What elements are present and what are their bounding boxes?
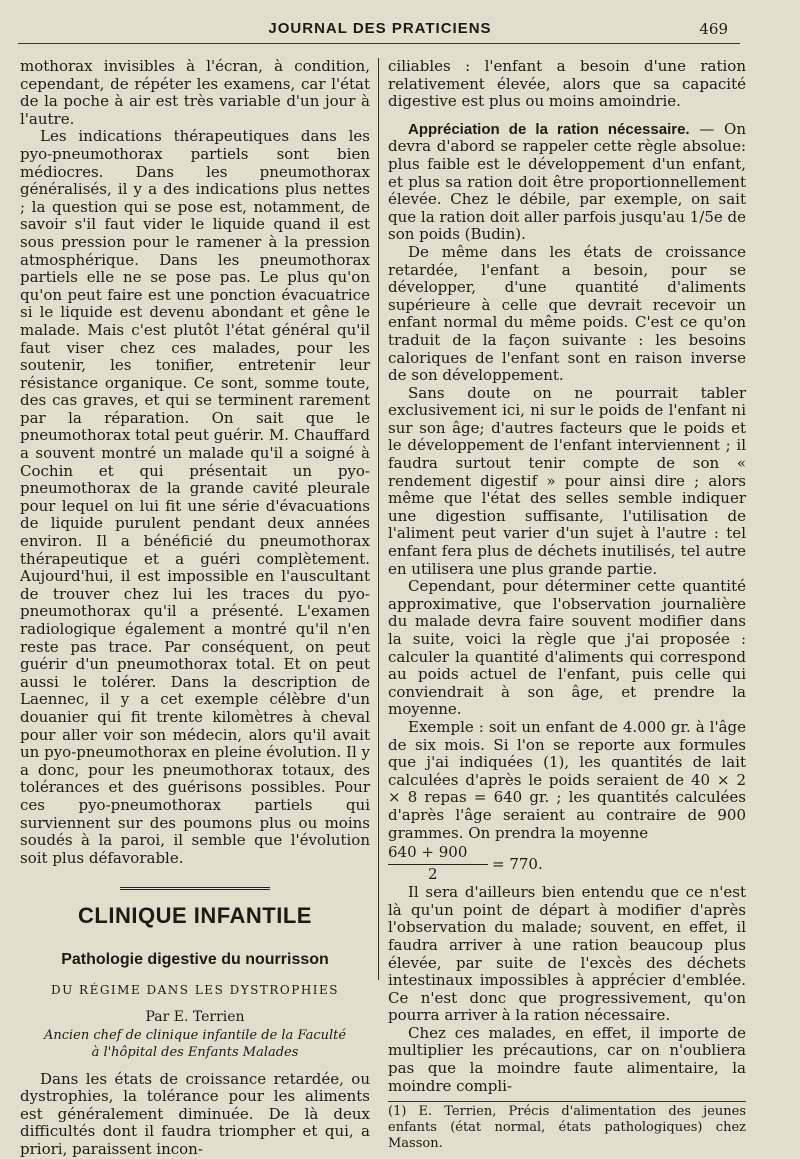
- formula-denominator: 2: [428, 865, 438, 884]
- formula-result: = 770.: [492, 855, 543, 874]
- paragraph: Chez ces malades, en effet, il importe de multiplier les précautions, car on n'oubliera pas que la moindre faute alimentaire, la moindre compli-: [388, 1023, 746, 1095]
- journal-title: JOURNAL DES PRATICIENS: [268, 20, 492, 37]
- column-divider: [378, 58, 379, 980]
- right-column: [388, 58, 746, 1152]
- author-affiliation: Ancien chef de clinique infantile de la Faculté: [43, 1027, 347, 1043]
- formula: [388, 844, 746, 884]
- paragraph: Cependant, pour déterminer cette quantité approximative, que l'observation journalière du malade devra faire souvent modifier dans la suite, voici la règle que j'ai proposée : calculer la quantité d'aliments qui correspond au poids actuel de l'enfant, puis celle qui conviendrait à son âge, et prendre la moyenne.: [388, 577, 746, 719]
- left-column: [20, 58, 370, 1159]
- article-intro: Dans les états de croissance retardée, ou dystrophies, la tolérance pour les aliments est généralement diminuée. De là deux difficultés dont il faudra triompher et qui, a priori, paraissent incon-: [20, 1069, 370, 1159]
- article-title: Pathologie digestive du nourrisson: [61, 950, 329, 968]
- section-divider: [120, 887, 270, 893]
- header-rule: [18, 43, 740, 44]
- page-number: 469: [699, 20, 728, 38]
- paragraph: [388, 121, 746, 244]
- paragraph: Exemple : soit un enfant de 4.000 gr. à l'âge de six mois. Si l'on se reporte aux formules que j'ai indiquées (1), les quantités de lait calculées d'après le poids seraient de 40 × 2 × 8 repas = 640 gr. ; les quantités calculées d'après l'âge seraient au contraire de 900 grammes. On prendra la moyenne: [388, 717, 746, 842]
- formula-numerator: 640 + 900: [388, 843, 468, 862]
- page-header: [0, 0, 800, 52]
- paragraph: mothorax invisibles à l'écran, à condition, cependant, de répéter les examens, car l'état de la poche à air est très variable d'un jour à l'autre.: [20, 57, 370, 128]
- author-affiliation: à l'hôpital des Enfants Malades: [91, 1044, 299, 1060]
- author-byline: Par E. Terrien: [145, 1009, 245, 1026]
- paragraph: Sans doute on ne pourrait tabler exclusivement ici, ni sur le poids de l'enfant ni sur son âge; d'autres facteurs que le poids et le développement de l'enfant interviennent ; il faudra surtout tenir compte de son « rendement digestif » pour ainsi dire ; alors même que l'état des selles semble indiquer une digestion suffisante, l'utilisation de l'aliment peut varier d'un sujet à l'autre : tel enfant fera plus de déchets inutilisés, tel autre en utilisera une plus grande partie.: [388, 383, 746, 578]
- footnote-rule: [388, 1101, 746, 1102]
- paragraph: ciliables : l'enfant a besoin d'une ration relativement élevée, alors que sa capacité digestive est plus ou moins amoindrie.: [388, 57, 746, 111]
- fraction-bar: [388, 864, 488, 865]
- footnote: (1) E. Terrien, Précis d'alimentation des jeunes enfants (état normal, états pathologiques) chez Masson.: [388, 1104, 746, 1152]
- section-title: CLINIQUE INFANTILE: [78, 903, 312, 929]
- paragraph: Il sera d'ailleurs bien entendu que ce n'est là qu'un point de départ à modifier d'après l'observation du malade; souvent, en effet, il faudra arriver à une ration beaucoup plus élevée, par suite de l'excès des déchets intestinaux impossibles à apprécier d'emblée. Ce n'est donc que progressivement, qu'on pourra arriver à la ration nécessaire.: [388, 883, 746, 1025]
- paragraph-body: — On devra d'abord se rappeler cette règle absolue: plus faible est le développement d'un enfant, et plus sa ration doit être proportionnellement élevée. Chez le débile, par exemple, on sait que la ration doit aller parfois jusqu'au 1/5e de son poids (Budin).: [388, 119, 746, 244]
- paragraph: Les indications thérapeutiques dans les pyo-pneumothorax partiels sont bien médiocres. Dans les pneumothorax généralisés, il y a des indications plus nettes ; la question qui se pose est, notamment, de savoir s'il faut vider le liquide quand il est sous pression pour le ramener à la pression atmosphérique. Dans les pneumothorax partiels elle ne se pose pas. Le plus qu'on qu'on peut faire est une ponction évacuatrice si le liquide est devenu abondant et gêne le malade. Mais c'est plutôt l'état général qu'il faut viser chez ces malades, pour les soutenir, les tonifier, entretenir leur résistance organique. Ce sont, somme toute, des cas graves, et qui se terminent rarement par la réparation. On sait que le pneumothorax total peut guérir. M. Chauffard a souvent montré un malade qu'il a soigné à Cochin et qui présentait un pyo-pneumothorax de la grande cavité pleurale pour lequel on lui fit une série d'évacuations de liquide purulent pendant deux années environ. Il a bénéficié du pneumothorax thérapeutique et a guéri complètement. Aujourd'hui, il est impossible en l'auscultant de trouver chez lui les traces du pyo-pneumothorax qu'il a présenté. L'examen radiologique également a montré qu'il n'en reste pas trace. Par conséquent, on peut guérir d'un pneumothorax total. Et on peut aussi le tolérer. Dans la description de Laennec, il y a cet exemple célèbre d'un douanier qui fit trente kilomètres à cheval pour aller voir son médecin, alors qu'il avait un pyo-pneumothorax en pleine évolution. Il y a donc, pour les pneumothorax totaux, des tolérances et des guérisons possibles. Pour ces pyo-pneumothorax partiels qui surviennent sur des poumons plus ou moins soudés à la paroi, il semble que l'évolution soit plus défavorable.: [20, 127, 370, 867]
- article-subtitle: DU RÉGIME DANS LES DYSTROPHIES: [50, 982, 340, 997]
- paragraph: De même dans les états de croissance retardée, l'enfant a besoin, pour se développer, d'une quantité d'aliments supérieure à celle que devrait recevoir un enfant normal du même poids. C'est ce qu'on traduit de la façon suivante : les besoins caloriques de l'enfant sont en raison inverse de son développement.: [388, 242, 746, 385]
- run-in-heading: Appréciation de la ration nécessaire.: [408, 120, 690, 138]
